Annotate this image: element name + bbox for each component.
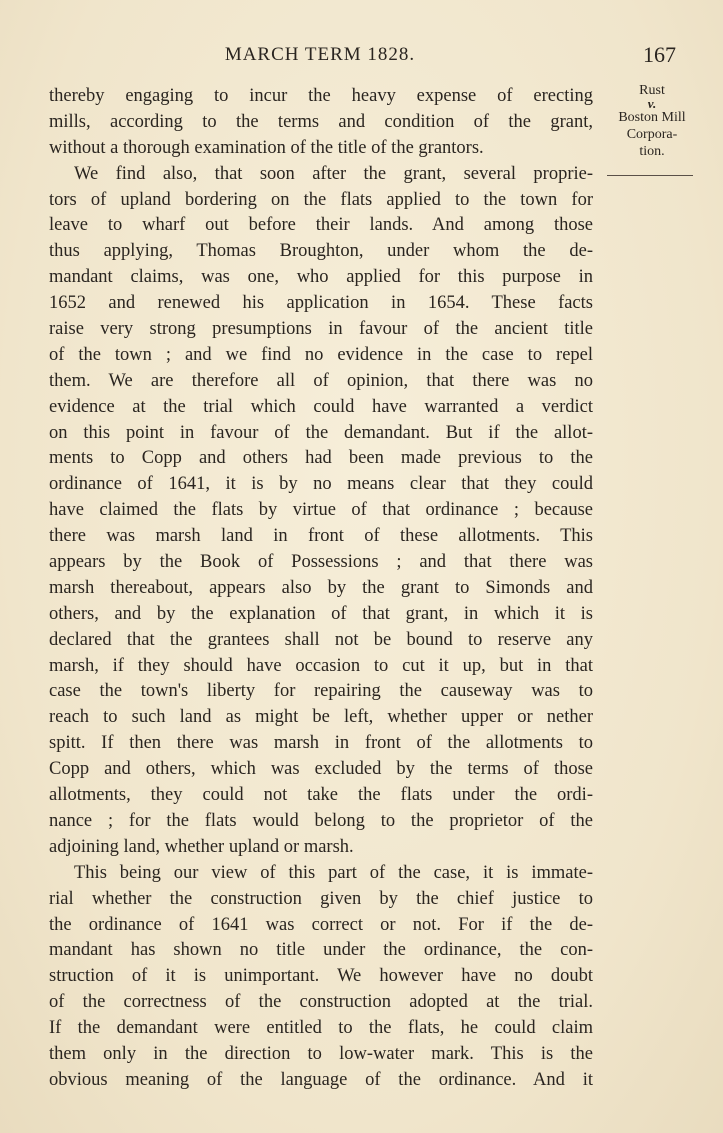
text-line: rial whether the construction given by the chief justice to <box>49 888 593 909</box>
text-line: them only in the direction to low-water mark. This is the <box>49 1043 593 1064</box>
margin-note-line: Rust <box>639 83 665 98</box>
body-text <box>49 83 593 1093</box>
text-line: reach to such land as might be left, whether upper or nether <box>49 707 593 728</box>
text-line: case the town's liberty for repairing the causeway was to <box>49 681 593 702</box>
text-line: them. We are therefore all of opinion, that there was no <box>49 370 593 391</box>
text-line: allotments, they could not take the flats under the ordi- <box>49 785 593 806</box>
text-line: 1652 and renewed his application in 1654. These facts <box>49 293 593 314</box>
text-line: appears by the Book of Possessions ; and that there was <box>49 552 593 573</box>
text-line: Copp and others, which was excluded by the terms of those <box>49 759 593 780</box>
running-head-title: MARCH TERM 1828. <box>224 44 416 65</box>
text-line: We find also, that soon after the grant, several proprie- <box>74 163 593 184</box>
text-line: marsh, if they should have occasion to cut it up, but in that <box>49 655 593 676</box>
text-line: raise very strong presumptions in favour of the ancient title <box>49 319 593 340</box>
text-line: of the correctness of the construction adopted at the trial. <box>49 992 593 1013</box>
text-line: This being our view of this part of the case, it is immate- <box>74 862 593 883</box>
margin-note-line: Corpora- <box>626 127 678 142</box>
text-line: marsh thereabout, appears also by the grant to Simonds and <box>49 577 593 598</box>
text-line: on this point in favour of the demandant. But if the allot- <box>49 422 593 443</box>
text-line: obvious meaning of the language of the ordinance. And it <box>49 1069 593 1090</box>
text-line: have claimed the flats by virtue of that ordinance ; because <box>49 500 593 521</box>
margin-note-line: v. <box>647 96 657 111</box>
text-line: tors of upland bordering on the flats applied to the town for <box>49 189 593 210</box>
margin-note-rule <box>607 175 693 176</box>
text-line: adjoining land, whether upland or marsh. <box>49 836 354 857</box>
text-line: the ordinance of 1641 was correct or not. For if the de- <box>49 914 593 935</box>
margin-note-line: tion. <box>639 144 665 159</box>
text-line: If the demandant were entitled to the flats, he could claim <box>49 1018 593 1039</box>
running-head <box>0 40 723 70</box>
page-number: 167 <box>643 42 676 67</box>
text-line: mandant claims, was one, who applied for this purpose in <box>49 267 593 288</box>
text-line: declared that the grantees shall not be bound to reserve any <box>49 629 593 650</box>
text-line: spitt. If then there was marsh in front of the allotments to <box>49 733 593 754</box>
text-line: of the town ; and we find no evidence in the case to repel <box>49 344 593 365</box>
text-line: leave to wharf out before their lands. And among those <box>49 215 593 236</box>
text-line: thus applying, Thomas Broughton, under whom the de- <box>49 241 593 262</box>
margin-note-case-name <box>597 82 707 160</box>
text-line: struction of it is unimportant. We however have no doubt <box>49 966 593 987</box>
text-line: there was marsh land in front of these allotments. This <box>49 526 593 547</box>
text-line: mandant has shown no title under the ordinance, the con- <box>49 940 593 961</box>
text-line: mills, according to the terms and condition of the grant, <box>49 111 593 132</box>
text-line: ments to Copp and others had been made previous to the <box>49 448 593 469</box>
text-line: thereby engaging to incur the heavy expense of erecting <box>49 86 593 106</box>
text-line: evidence at the trial which could have warranted a verdict <box>49 396 593 417</box>
text-line: others, and by the explanation of that grant, in which it is <box>49 603 593 624</box>
text-line: without a thorough examination of the title of the grantors. <box>49 137 484 158</box>
margin-note-line: Boston Mill <box>618 110 686 125</box>
text-line: nance ; for the flats would belong to the proprietor of the <box>49 810 593 831</box>
text-line: ordinance of 1641, it is by no means clear that they could <box>49 474 593 495</box>
